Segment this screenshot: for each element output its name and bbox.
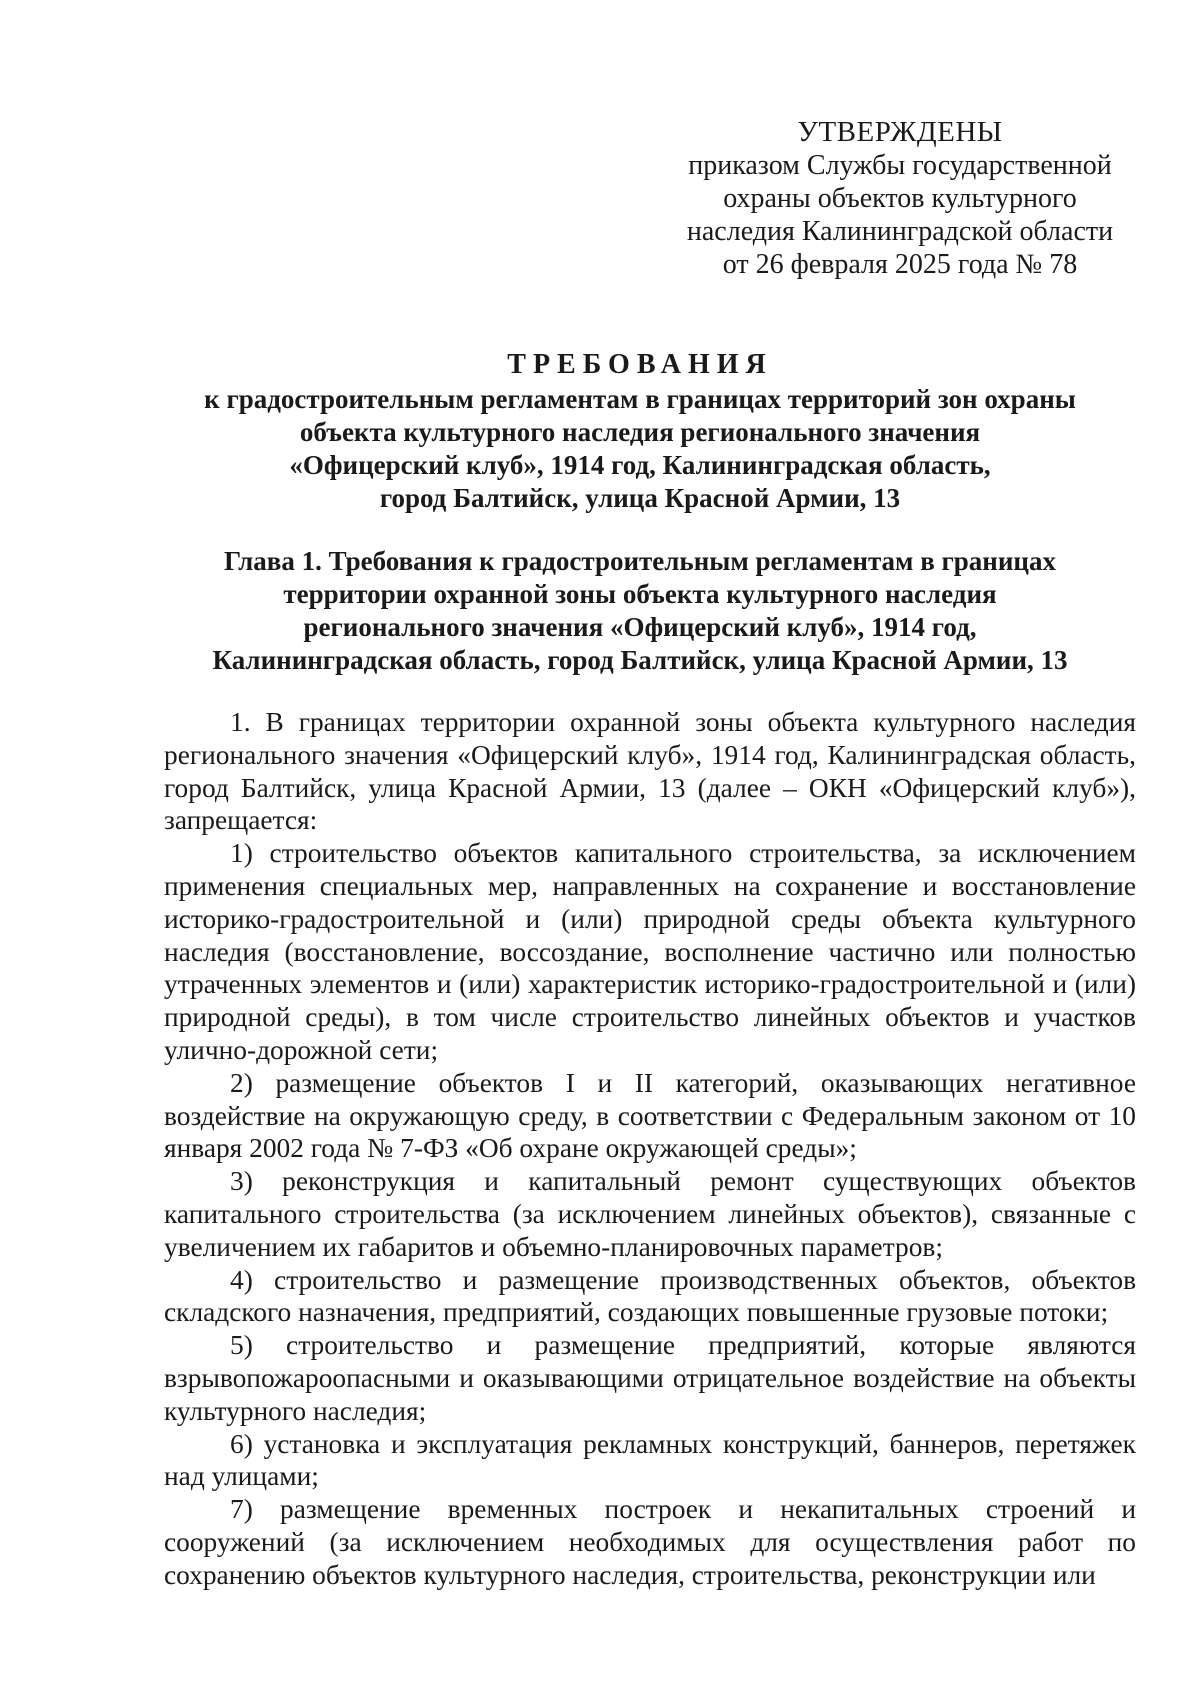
chapter-heading	[160, 545, 1120, 677]
chapter-line: территории охранной зоны объекта культурного наследия	[283, 579, 997, 609]
title-line: город Балтийск, улица Красной Армии, 13	[379, 483, 901, 513]
document-title: ТРЕБОВАНИЯ	[507, 349, 773, 380]
paragraph: 3) реконструкция и капитальный ремонт существующих объектов капитального строительства (за исключением линейных объектов), связанные с увеличением их габаритов и объемно-планировочных параметров;	[164, 1166, 1136, 1262]
paragraph: 7) размещение временных построек и некапитальных строений и сооружений (за исключением необходимых для осуществления работ по сохранению объектов культурного наследия, строительства, реконструкции или	[164, 1494, 1136, 1590]
body-text	[164, 706, 1136, 1592]
title-line: к градостроительным регламентам в границах территорий зон охраны	[204, 384, 1076, 414]
paragraph: 4) строительство и размещение производственных объектов, объектов складского назначения, предприятий, создающих повышенные грузовые потоки;	[164, 1264, 1136, 1328]
title-line: объекта культурного наследия регионального значения	[299, 417, 981, 447]
paragraph: 2) размещение объектов I и II категорий, оказывающих негативное воздействие на окружающую среду, в соответствии с Федеральным законом от 10 января 2002 года № 7-ФЗ «Об охране окружающей среды»;	[164, 1067, 1136, 1164]
chapter-line: Калининградская область, город Балтийск, улица Красной Армии, 13	[212, 645, 1068, 675]
approval-block	[660, 116, 1140, 281]
chapter-line: регионального значения «Офицерский клуб», 1914 год,	[303, 612, 977, 642]
approval-heading: УТВЕРЖДЕНЫ	[797, 116, 1003, 148]
paragraph: 1. В границах территории охранной зоны объекта культурного наследия регионального значения «Офицерский клуб», 1914 год, Калининградская область, город Балтийск, улица Красной Армии, 13 (далее – ОКН «Офицерский клуб»), запрещается:	[164, 707, 1136, 836]
approval-line: охраны объектов культурного	[723, 183, 1077, 214]
approval-line: наследия Калининградской области	[686, 216, 1114, 247]
approval-line: приказом Службы государственной	[688, 150, 1112, 181]
paragraph: 1) строительство объектов капитального строительства, за исключением применения специальных мер, направленных на сохранение и восстановление историко-градостроительной и (или) природной среды объекта культурного наследия (восстановление, воссоздание, восполнение частично или полностью утраченных элементов и (или) характеристик историко-градостроительной и (или) природной среды), в том числе строительство линейных объектов и участков улично-дорожной сети;	[164, 838, 1136, 1065]
approval-line: от 26 февраля 2025 года № 78	[722, 249, 1078, 280]
paragraph: 6) установка и эксплуатация рекламных конструкций, баннеров, перетяжек над улицами;	[164, 1428, 1136, 1492]
chapter-line: Глава 1. Требования к градостроительным регламентам в границах	[224, 546, 1056, 576]
paragraph: 5) строительство и размещение предприятий, которые являются взрывопожароопасными и оказывающими отрицательное воздействие на объекты культурного наследия;	[164, 1330, 1136, 1426]
document-title-block	[160, 348, 1120, 515]
title-line: «Офицерский клуб», 1914 год, Калининградская область,	[289, 450, 991, 480]
